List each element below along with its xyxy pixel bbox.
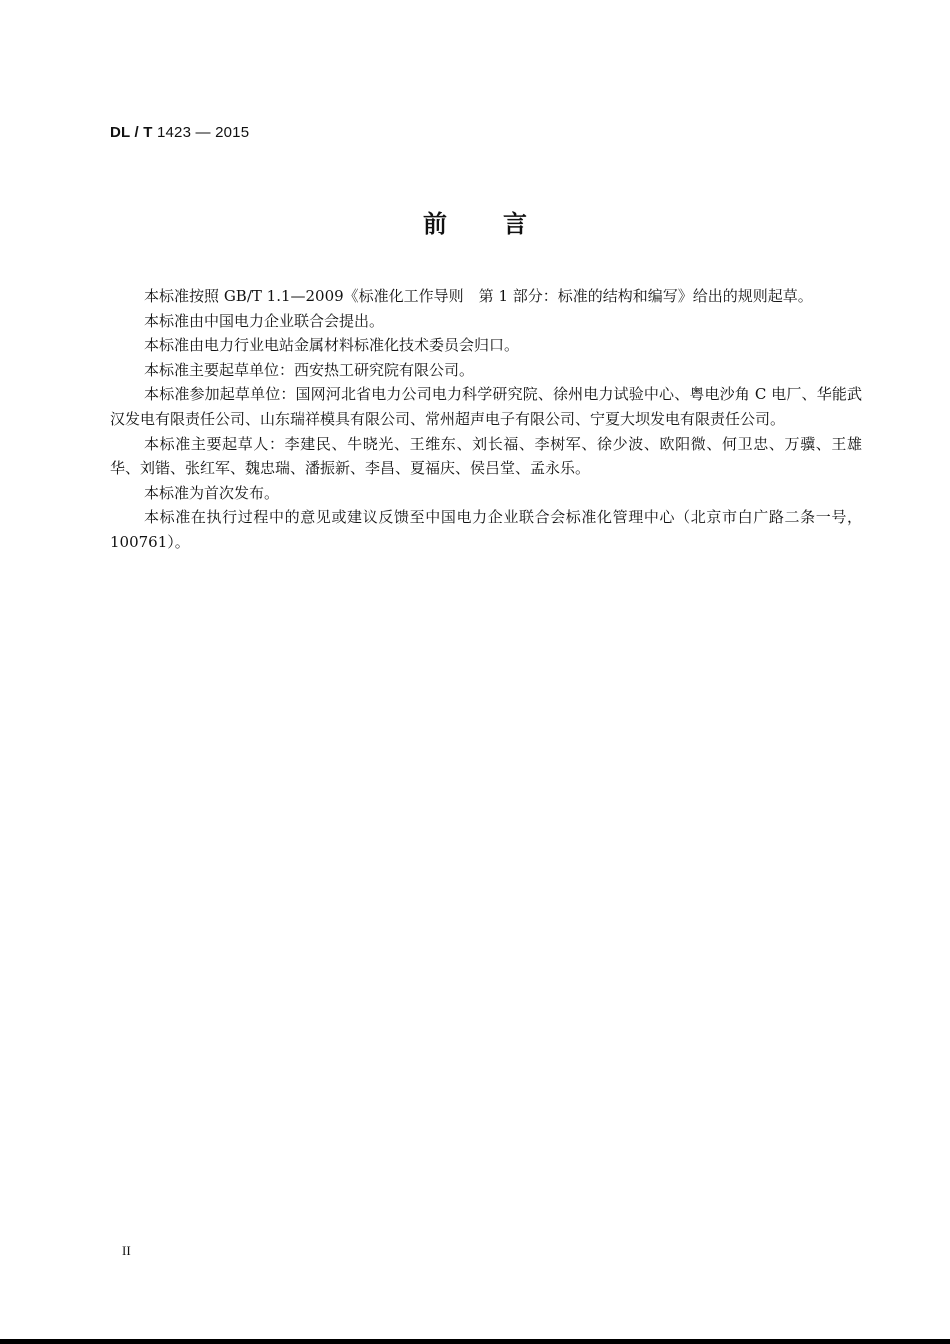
standard-prefix: DL / T xyxy=(110,124,153,141)
page-number: II xyxy=(122,1243,131,1258)
paragraph-drafting-rules: 本标准按照 GB/T 1.1—2009《标准化工作导则 第 1 部分：标准的结构和编写》给出的规则起草。 xyxy=(144,287,813,305)
paragraph-committee: 本标准由电力行业电站金属材料标准化技术委员会归口。 xyxy=(144,336,520,355)
paragraph-first-release: 本标准为首次发布。 xyxy=(144,483,280,502)
paragraph-feedback: 本标准在执行过程中的意见或建议反馈至中国电力企业联合会标准化管理中心（北京市白广路二条一号，100761）。 xyxy=(110,508,862,551)
page-title: 前言 xyxy=(423,210,583,238)
foreword-body xyxy=(110,284,862,555)
bottom-rule xyxy=(0,1339,950,1344)
paragraph-main-drafting-unit: 本标准主要起草单位：西安热工研究院有限公司。 xyxy=(144,360,475,379)
standard-number: 1423 — 2015 xyxy=(152,124,250,141)
standard-code xyxy=(110,124,249,141)
paragraph-main-drafters: 本标准主要起草人：李建民、牛晓光、王维东、刘长福、李树军、徐少波、欧阳微、何卫忠、万骥、王雄华、刘锴、张红军、魏忠瑞、潘振新、李昌、夏福庆、侯吕堂、孟永乐。 xyxy=(110,434,862,478)
paragraph-proposer: 本标准由中国电力企业联合会提出。 xyxy=(144,311,385,330)
paragraph-participating-units: 本标准参加起草单位：国网河北省电力公司电力科学研究院、徐州电力试验中心、粤电沙角 C 电厂、华能武汉发电有限责任公司、山东瑞祥模具有限公司、常州超声电子有限公司、宁夏大坝发电有限责任公司。 xyxy=(110,385,862,428)
